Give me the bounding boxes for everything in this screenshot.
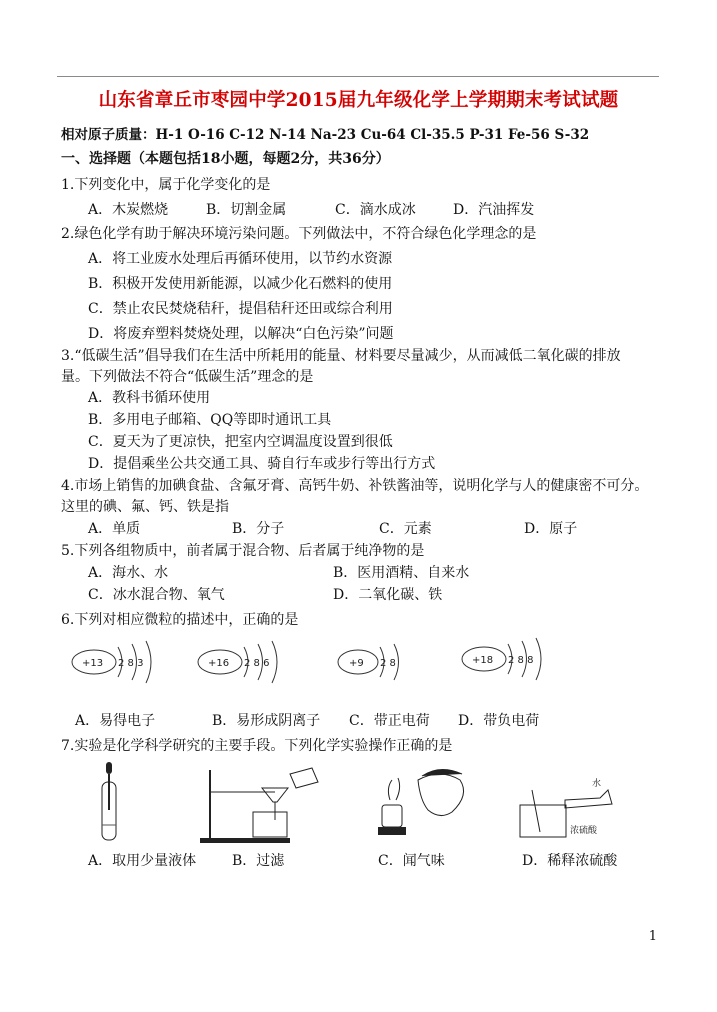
svg-text:浓硫酸: 浓硫酸 (570, 826, 598, 836)
q6-option-d: D．带负电荷 (458, 713, 540, 729)
svg-text:+13: +13 (82, 658, 104, 669)
question-2-stem: 2.绿色化学有助于解决环境污染问题。下列做法中，不符合绿色化学理念的是 (61, 226, 537, 242)
q1-option-a: A．木炭燃烧 (88, 202, 169, 218)
q6-option-a: A．易得电子 (75, 713, 156, 729)
q4-option-c: C．元素 (379, 521, 432, 537)
atom-structure-diagrams (60, 635, 660, 695)
q4-option-d: D．原子 (524, 521, 578, 537)
q3-option-b: B．多用电子邮箱、QQ等即时通讯工具 (88, 412, 332, 428)
svg-text:2 8 3: 2 8 3 (118, 658, 144, 669)
q5-option-a: A．海水、水 (88, 565, 169, 581)
q6-option-b: B．易形成阴离子 (212, 713, 321, 729)
question-6-stem: 6.下列对相应微粒的描述中，正确的是 (61, 612, 299, 628)
q2-option-a: A．将工业废水处理后再循环使用，以节约水资源 (88, 251, 393, 267)
dilution-figure (520, 777, 612, 837)
question-3-stem-line1: 3.“低碳生活”倡导我们在生活中所耗用的能量、材料要尽量减少，从而减低二氧化碳的排放 (61, 348, 621, 364)
q3-option-c: C．夏天为了更凉快，把室内空调温度设置到很低 (88, 434, 393, 450)
q2-option-b: B．积极开发使用新能源，以减少化石燃料的使用 (88, 276, 393, 292)
q4-option-a: A．单质 (88, 521, 141, 537)
atomic-mass-line: 相对原子质量：H-1 O-16 C-12 N-14 Na-23 Cu-64 Cl-35.5 P-31 Fe-56 S-32 (61, 127, 590, 143)
dropper-test-tube-figure (102, 762, 116, 840)
svg-text:2 8 8: 2 8 8 (508, 655, 534, 666)
question-5-stem: 5.下列各组物质中，前者属于混合物、后者属于纯净物的是 (61, 543, 425, 559)
q3-option-d: D．提倡乘坐公共交通工具、骑自行车或步行等出行方式 (88, 456, 436, 472)
q5-option-d: D．二氧化碳、铁 (333, 587, 443, 603)
q1-option-b: B．切割金属 (206, 202, 287, 218)
question-3-stem-line2: 量。下列做法不符合“低碳生活”理念的是 (61, 369, 314, 385)
question-4-stem-line2: 这里的碘、氟、钙、铁是指 (61, 499, 229, 515)
svg-text:2 8 6: 2 8 6 (244, 658, 270, 669)
atom-d-diagram (462, 638, 541, 680)
q2-option-d: D．将废弃塑料焚烧处理，以解决“白色污染”问题 (88, 326, 394, 342)
question-7-stem: 7.实验是化学科学研究的主要手段。下列化学实验操作正确的是 (61, 738, 453, 754)
question-1-stem: 1.下列变化中，属于化学变化的是 (61, 177, 271, 193)
question-4-stem-line1: 4.市场上销售的加碘食盐、含氟牙膏、高钙牛奶、补铁酱油等，说明化学与人的健康密不可分。 (61, 478, 649, 494)
filtration-figure (200, 768, 318, 843)
svg-text:水: 水 (592, 779, 602, 789)
atom-c-diagram (338, 644, 399, 680)
q5-option-b: B．医用酒精、自来水 (333, 565, 470, 581)
experiment-figures (60, 760, 660, 845)
q7-option-b: B．过滤 (232, 853, 285, 869)
svg-text:+9: +9 (349, 658, 364, 669)
smelling-figure (378, 769, 464, 835)
header-rule (57, 76, 659, 77)
q1-option-d: D．汽油挥发 (453, 202, 535, 218)
q2-option-c: C．禁止农民焚烧秸秆，提倡秸秆还田或综合利用 (88, 301, 393, 317)
q7-option-d: D．稀释浓硫酸 (522, 853, 618, 869)
q7-option-a: A．取用少量液体 (88, 853, 197, 869)
section-heading: 一、选择题（本题包括18小题，每题2分，共36分） (61, 151, 390, 167)
atom-a-diagram (72, 641, 151, 683)
svg-text:+16: +16 (208, 658, 230, 669)
q4-option-b: B．分子 (232, 521, 285, 537)
q3-option-a: A．教科书循环使用 (88, 390, 211, 406)
q6-option-c: C．带正电荷 (349, 713, 430, 729)
q5-option-c: C．冰水混合物、氧气 (88, 587, 225, 603)
page-number: 1 (648, 929, 657, 944)
svg-text:+18: +18 (472, 655, 494, 666)
svg-text:2 8: 2 8 (380, 658, 396, 669)
q7-option-c: C．闻气味 (378, 853, 445, 869)
page-title: 山东省章丘市枣园中学2015届九年级化学上学期期末考试试题 (98, 90, 619, 111)
atom-b-diagram (198, 641, 277, 683)
q1-option-c: C．滴水成冰 (335, 202, 416, 218)
